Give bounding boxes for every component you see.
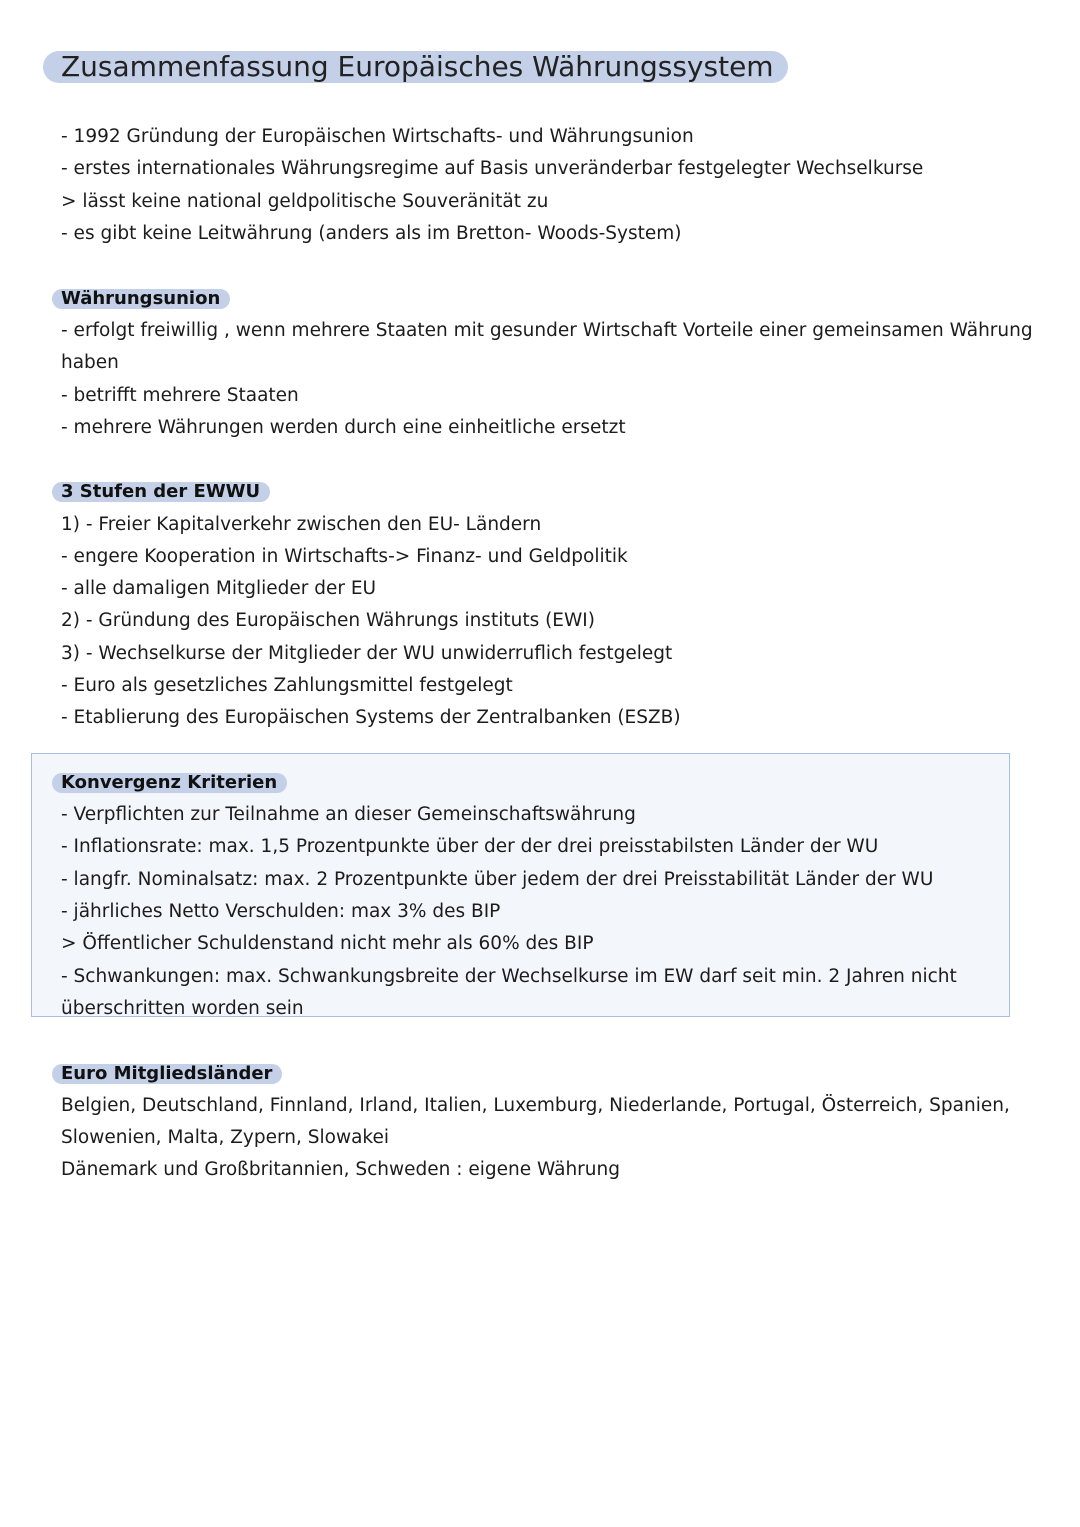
stufen-line: - Euro als gesetzliches Zahlungsmittel festgelegt <box>61 675 513 696</box>
page-title: Zusammenfassung Europäisches Währungssystem <box>43 51 788 83</box>
stufen-line: 1) - Freier Kapitalverkehr zwischen den EU- Ländern <box>61 514 542 535</box>
section-heading-konvergenz: Konvergenz Kriterien <box>52 773 287 793</box>
intro-line: - 1992 Gründung der Europäischen Wirtschafts- und Währungsunion <box>61 126 694 147</box>
stufen-line: - alle damaligen Mitglieder der EU <box>61 578 377 599</box>
waehrungsunion-line: - betrifft mehrere Staaten <box>61 385 299 406</box>
intro-line: - erstes internationales Währungsregime auf Basis unveränderbar festgelegter Wechselkurse <box>61 158 924 179</box>
konvergenz-line: überschritten worden sein <box>61 998 304 1019</box>
konvergenz-line: - Verpflichten zur Teilnahme an dieser Gemeinschaftswährung <box>61 804 636 825</box>
intro-line: > lässt keine national geldpolitische Souveränität zu <box>61 191 549 212</box>
waehrungsunion-line: - mehrere Währungen werden durch eine einheitliche ersetzt <box>61 417 626 438</box>
section-heading-waehrungsunion: Währungsunion <box>52 289 230 309</box>
intro-line: - es gibt keine Leitwährung (anders als im Bretton- Woods-System) <box>61 223 682 244</box>
mitglieder-line: Belgien, Deutschland, Finnland, Irland, Italien, Luxemburg, Niederlande, Portugal, Österreich, Spanien, <box>61 1095 1010 1116</box>
section-heading-stufen: 3 Stufen der EWWU <box>52 482 270 502</box>
waehrungsunion-line: - erfolgt freiwillig , wenn mehrere Staaten mit gesunder Wirtschaft Vorteile einer gemeinsamen Währung <box>61 320 1033 341</box>
konvergenz-line: - langfr. Nominalsatz: max. 2 Prozentpunkte über jedem der drei Preisstabilität Länder der WU <box>61 869 934 890</box>
konvergenz-line: > Öffentlicher Schuldenstand nicht mehr als 60% des BIP <box>61 933 594 954</box>
stufen-line: 2) - Gründung des Europäischen Währungs instituts (EWI) <box>61 610 595 631</box>
mitglieder-line: Dänemark und Großbritannien, Schweden : eigene Währung <box>61 1159 620 1180</box>
waehrungsunion-line: haben <box>61 352 119 373</box>
stufen-line: - engere Kooperation in Wirtschafts-> Finanz- und Geldpolitik <box>61 546 628 567</box>
stufen-line: 3) - Wechselkurse der Mitglieder der WU unwiderruflich festgelegt <box>61 643 673 664</box>
section-heading-mitglieder: Euro Mitgliedsländer <box>52 1064 282 1084</box>
konvergenz-line: - Schwankungen: max. Schwankungsbreite der Wechselkurse im EW darf seit min. 2 Jahren nicht <box>61 966 957 987</box>
konvergenz-line: - jährliches Netto Verschulden: max 3% des BIP <box>61 901 501 922</box>
konvergenz-line: - Inflationsrate: max. 1,5 Prozentpunkte über der der drei preisstabilsten Länder der WU <box>61 836 879 857</box>
stufen-line: - Etablierung des Europäischen Systems der Zentralbanken (ESZB) <box>61 707 681 728</box>
mitglieder-line: Slowenien, Malta, Zypern, Slowakei <box>61 1127 389 1148</box>
